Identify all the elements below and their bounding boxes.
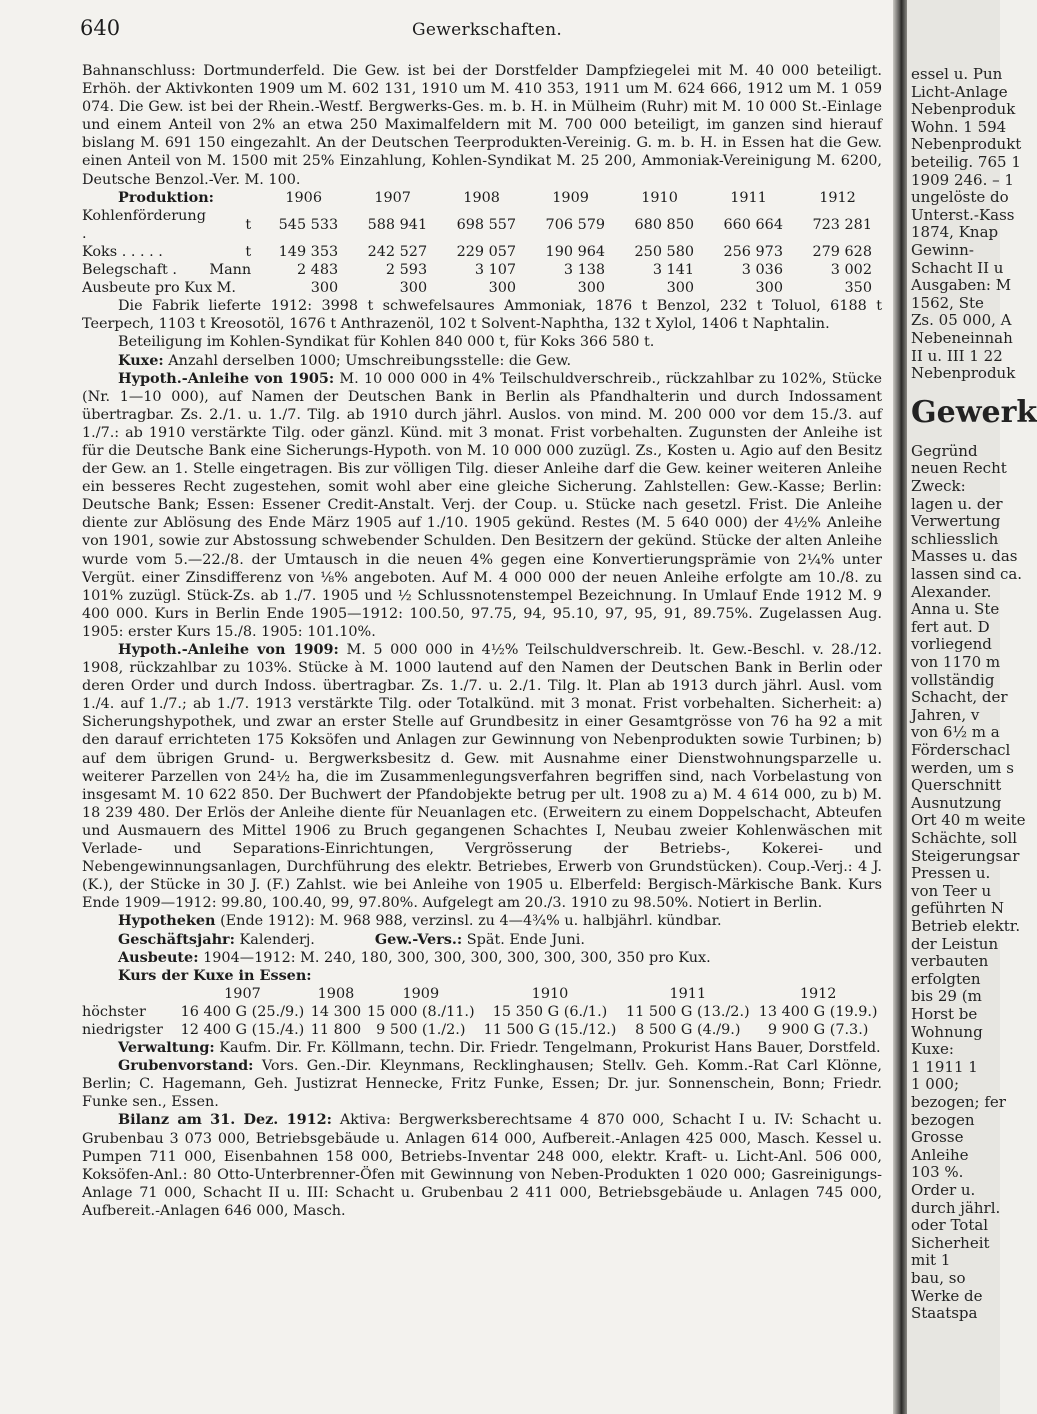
section-label: Hypotheken bbox=[118, 912, 216, 930]
adjacent-page-fragment: Förderschacl bbox=[911, 741, 1011, 759]
adjacent-page-fragment: lagen u. der bbox=[911, 494, 1003, 513]
table-row bbox=[82, 279, 882, 297]
adjacent-page-fragment: durch jährl. bbox=[911, 1198, 1001, 1217]
page-body bbox=[82, 62, 882, 1220]
adjacent-page-fragment: Werke de bbox=[911, 1286, 983, 1305]
fabrik-paragraph: Die Fabrik lieferte 1912: 3998 t schwefelsaures Ammoniak, 1876 t Benzol, 232 t Toluol, 6188 t Teerpech, 1103 t Kreosotöl, 1676 t Anthrazenöl, 102 t Solvent-Naphtha, 132 t Xylol, 1406 t Naphtalin. bbox=[82, 298, 882, 333]
adjacent-page-fragment: erfolgten bbox=[911, 969, 981, 988]
cell: 242 527 bbox=[367, 243, 428, 260]
section-text: Aktiva: Bergwerksberechtsame 4 870 000, Schacht I u. IV: Schacht u. Grubenbau 3 073 000, Betriebsgebäude u. Anlagen 614 000, Aufbereit.-Anlagen 425 000, Masch. Kessel u. Pumpen 711 000, Eisenbahnen 158 000, Betriebs-Inventar 248 000, elektr. Kraft- u. Licht-Anl. 506 000, Koksöfen-Anl.: 80 Otto-Unterbrenner-Öfen mit Gewinnung von Neben-Produkten 1 020 000; Gasreinigungs-Anlage 71 000, Schacht II u. III: Schacht u. Grubenbau 2 411 000, Betriebsgebäude u. Anlagen 745 000, Aufbereit.-Anlagen 646 000, Masch. bbox=[82, 1112, 882, 1219]
page-number: 640 bbox=[80, 16, 121, 40]
section-label: Kuxe: bbox=[118, 351, 164, 369]
adjacent-page-fragment: Staatspa bbox=[911, 1304, 978, 1323]
kurs-year: 1911 bbox=[669, 985, 707, 1002]
row-unit: t bbox=[245, 216, 252, 233]
adjacent-page-fragment: 103 %. bbox=[911, 1163, 964, 1182]
adjacent-page-fragment: Wohnung bbox=[911, 1022, 983, 1041]
anleihe-1905-paragraph bbox=[82, 370, 882, 641]
production-table bbox=[82, 189, 882, 298]
cell: 3 138 bbox=[563, 262, 606, 279]
cell: 3 002 bbox=[830, 262, 872, 279]
adjacent-page-fragment: schliesslich bbox=[911, 529, 999, 548]
adjacent-page-fragment: mit 1 bbox=[911, 1251, 951, 1270]
adjacent-page-fragment: Licht-Anlage bbox=[911, 82, 1008, 101]
cell: 300 bbox=[577, 280, 606, 297]
cell: 545 533 bbox=[278, 216, 339, 233]
section-text: (Ende 1912): M. 968 988, verzinsl. zu 4—4¾% u. halbjährl. kündbar. bbox=[220, 913, 722, 930]
adjacent-page-fragment: Schacht II u bbox=[911, 258, 1004, 277]
adjacent-page-fragment: Kuxe: bbox=[911, 1040, 954, 1059]
section-label: Ausbeute: bbox=[118, 948, 199, 966]
cell: 9 900 G (7.3.) bbox=[767, 1021, 869, 1038]
section-label: Verwaltung: bbox=[118, 1039, 215, 1057]
section-text: Kalenderj. bbox=[239, 931, 315, 948]
adjacent-page-fragment: Schächte, soll bbox=[911, 829, 1018, 847]
adjacent-page-fragment: Querschnitt bbox=[911, 776, 1002, 795]
adjacent-page-fragment: Gewerk bbox=[911, 394, 1037, 430]
cell: 350 bbox=[844, 280, 872, 297]
cell: 256 973 bbox=[723, 243, 783, 260]
adjacent-page-fragment: lassen sind ca. bbox=[911, 565, 1023, 583]
adjacent-page-fragment: II u. III 1 22 bbox=[911, 346, 1003, 365]
adjacent-page-fragment: bezogen bbox=[911, 1110, 975, 1129]
table-row bbox=[82, 1003, 882, 1021]
cell: 229 057 bbox=[456, 243, 517, 260]
adjacent-page-fragment: beteilig. 765 1 bbox=[911, 153, 1021, 171]
kurs-year: 1910 bbox=[531, 985, 569, 1002]
adjacent-page-fragment: neuen Recht bbox=[911, 459, 1007, 478]
adjacent-page-fragment: Pressen u. bbox=[911, 864, 991, 883]
section-label: Gew.-Vers.: bbox=[374, 930, 463, 948]
adjacent-page-fragment: Gegründ bbox=[911, 441, 978, 460]
beteiligung-paragraph: Beteiligung im Kohlen-Syndikat für Kohlen 840 000 t, für Koks 366 580 t. bbox=[118, 334, 655, 351]
adjacent-page-fragment: ungelöste do bbox=[911, 188, 1009, 207]
adjacent-page-fragment: 1874, Knap bbox=[911, 223, 999, 242]
row-label: höchster bbox=[82, 1003, 146, 1020]
adjacent-page-fragment: Schacht, der bbox=[911, 688, 1008, 707]
cell: 11 500 G (13./2.) bbox=[625, 1003, 750, 1020]
cell: 723 281 bbox=[812, 216, 872, 233]
book-gutter bbox=[893, 0, 907, 1414]
adjacent-page-fragment: Verwertung bbox=[911, 512, 1001, 531]
section-text: Spät. Ende Juni. bbox=[466, 931, 585, 948]
cell: 3 107 bbox=[474, 262, 517, 279]
row-label: niedrigster bbox=[82, 1021, 163, 1038]
table-row bbox=[82, 243, 882, 261]
adjacent-page-fragment: Unterst.-Kass bbox=[911, 205, 1015, 224]
section-text: Kaufm. Dir. Fr. Köllmann, techn. Dir. Friedr. Tengelmann, Prokurist Hans Bauer, Dorstfeld. bbox=[219, 1040, 881, 1057]
adjacent-page-fragment: Horst be bbox=[911, 1005, 978, 1023]
production-year: 1908 bbox=[463, 189, 500, 206]
adjacent-page-fragment: von 1170 m bbox=[911, 653, 1001, 671]
row-label: Koks . . . . . bbox=[82, 243, 163, 260]
kurs-header-row bbox=[82, 985, 882, 1003]
adjacent-page-fragment: 1562, Ste bbox=[911, 293, 984, 312]
cell: 16 400 G (25./9.) bbox=[180, 1003, 305, 1020]
adjacent-page-fragment: Ausgaben: M bbox=[911, 276, 1012, 295]
cell: 8 500 G (4./9.) bbox=[635, 1021, 741, 1038]
cell: 250 580 bbox=[634, 243, 695, 260]
table-row bbox=[82, 1021, 882, 1039]
section-label: Geschäftsjahr: bbox=[118, 930, 235, 948]
cell: 3 036 bbox=[741, 262, 783, 279]
adjacent-page-fragment: essel u. Pun bbox=[911, 65, 1003, 83]
table-row bbox=[82, 207, 882, 243]
cell: 190 964 bbox=[545, 243, 606, 260]
adjacent-page-fragment: Gewinn- bbox=[911, 241, 974, 259]
geschaeftsjahr-paragraph bbox=[82, 931, 882, 949]
adjacent-page-fragment: Wohn. 1 594 bbox=[911, 117, 1007, 136]
cell: 14 300 bbox=[310, 1003, 362, 1020]
cell: 680 850 bbox=[634, 216, 695, 233]
adjacent-page-fragment: vorliegend bbox=[911, 635, 992, 654]
table-row bbox=[82, 261, 882, 279]
section-label: Bilanz am 31. Dez. 1912: bbox=[118, 1111, 332, 1129]
cell: 660 664 bbox=[723, 216, 783, 233]
adjacent-page-fragment: Nebenproduk bbox=[911, 100, 1016, 119]
cell: 13 400 G (19.9.) bbox=[758, 1003, 878, 1020]
adjacent-page-fragment: Sicherheit bbox=[911, 1233, 990, 1252]
anleihe-1909-paragraph bbox=[82, 641, 882, 912]
kurs-caption: Kurs der Kuxe in Essen: bbox=[118, 966, 312, 984]
hypotheken-paragraph bbox=[82, 912, 882, 930]
bilanz-paragraph bbox=[82, 1111, 882, 1220]
production-year: 1911 bbox=[730, 189, 767, 206]
cell: 698 557 bbox=[456, 216, 517, 233]
cell: 300 bbox=[310, 280, 339, 297]
section-label: Hypoth.-Anleihe von 1905: bbox=[118, 369, 335, 387]
kurs-year: 1908 bbox=[317, 985, 355, 1002]
adjacent-page-fragment: von Teer u bbox=[911, 881, 992, 900]
adjacent-page-fragment: bau, so bbox=[911, 1269, 966, 1287]
cell: 3 141 bbox=[652, 262, 695, 279]
cell: 11 800 bbox=[310, 1021, 362, 1038]
production-header-row bbox=[82, 189, 882, 207]
adjacent-page-fragment: der Leistun bbox=[911, 934, 999, 953]
adjacent-page-fragment: geführten N bbox=[911, 899, 1004, 918]
adjacent-page-fragment: Order u. bbox=[911, 1181, 976, 1199]
adjacent-page-fragment: Betrieb elektr. bbox=[911, 917, 1021, 935]
adjacent-page-fragment: 1 000; bbox=[911, 1075, 959, 1094]
adjacent-page-fragment: Grosse bbox=[911, 1128, 964, 1147]
kuxe-paragraph bbox=[82, 352, 882, 370]
kurs-year: 1912 bbox=[799, 985, 837, 1002]
adjacent-page-fragment: Ausnutzung bbox=[911, 793, 1002, 812]
row-unit: t bbox=[245, 243, 252, 260]
section-text: 1904—1912: M. 240, 180, 300, 300, 300, 300, 300, 300, 350 pro Kux. bbox=[203, 949, 711, 966]
cell: 588 941 bbox=[367, 216, 428, 233]
running-title: Gewerkschaften. bbox=[412, 20, 563, 40]
section-label: Hypoth.-Anleihe von 1909: bbox=[118, 641, 339, 658]
adjacent-page-fragment: fert aut. D bbox=[911, 617, 990, 636]
row-label: Kohlenförderung . bbox=[82, 207, 206, 242]
cell: 15 350 G (6./1.) bbox=[492, 1003, 608, 1020]
kurs-year: 1907 bbox=[224, 985, 261, 1002]
adjacent-page-fragment: Alexander. bbox=[911, 582, 992, 601]
adjacent-page-fragment: verbauten bbox=[911, 952, 989, 971]
cell: 11 500 G (15./12.) bbox=[483, 1021, 617, 1038]
production-year: 1909 bbox=[552, 189, 589, 206]
cell: 15 000 (8./11.) bbox=[367, 1003, 475, 1020]
adjacent-page-fragment: Zs. 05 000, A bbox=[911, 311, 1012, 330]
adjacent-page-fragment: Masses u. das bbox=[911, 547, 1018, 566]
adjacent-page-fragment: Steigerungsar bbox=[911, 846, 1020, 865]
adjacent-page-fragment: Ort 40 m weite bbox=[911, 811, 1026, 830]
verwaltung-paragraph bbox=[82, 1039, 882, 1057]
adjacent-page-fragment: Nebeneinnah bbox=[911, 329, 1013, 347]
cell: 2 593 bbox=[385, 262, 428, 279]
production-year: 1912 bbox=[819, 189, 856, 206]
section-label: Grubenvorstand: bbox=[118, 1057, 254, 1075]
cell: 300 bbox=[488, 280, 517, 297]
adjacent-page-fragment: von 6½ m a bbox=[911, 723, 1000, 742]
section-text: M. 10 000 000 in 4% Teilschuldverschreib., rückzahlbar zu 102%, Stücke (Nr. 1—10 000), auf Namen der Deutschen Bank in Berlin als Pfandhalterin und durch Indossament übertragbar. Zs. 2./1. u. 1./7. Tilg. ab 1910 durch jährl. Auslos. von mind. M. 200 000 vor dem 15./3. auf 1./7.: ab 1910 verstärkte Tilg. oder gänzl. Künd. mit 3 monat. Frist vorbehalten. Zugunsten der Anleihe ist für die Deutsche Bank eine Sicherungs-Hypoth. von M. 10 000 000 zuzügl. Zs., Kosten u. Agio auf den Besitz der Gew. an 1. Stelle eingetragen. Bis zur völligen Tilg. dieser Anleihe darf die Gew. keiner weiteren Anleihe ein besseres Recht zugestehen, somit wohl aber eine gleiche Sicherung. Zahlstellen: Gew.-Kasse; Berlin: Deutsche Bank; Essen: Essener Credit-Anstalt. Verj. der Coup. u. Stücke nach gesetzl. Frist. Die Anleihe diente zur Ablösung des Ende März 1905 auf 1./10. 1905 gekünd. Restes (M. 5 640 000) der 4½% Anleihe von 1901, sowie zur Abstossung schwebender Schulden. Den Besitzern der gekünd. Stücke der alten Anleihe wurde vom 5.—22./8. der Umtausch in die neuen 4% gegen eine Konvertierungsprämie von 2¼% unter Vergüt. einer Zinsdifferenz von ⅛% angeboten. Auf M. 4 000 000 der neuen Anleihe erfolgte am 10./8. zu 101% zuzügl. Stück-Zs. ab 1./7. 1905 und ½ Schlussnotenstempel Bezeichnung. In Umlauf Ende 1912 M. 9 400 000. Kurs in Berlin Ende 1905—1912: 100.50, 97.75, 94, 95.10, 97, 95, 91, 89.75%. Zugelassen Aug. 1905: erster Kurs 15./8. 1905: 101.10%. bbox=[82, 370, 883, 640]
row-label: Belegschaft . bbox=[82, 262, 177, 279]
adjacent-page-fragment: Nebenproduk bbox=[911, 364, 1016, 383]
adjacent-page-fragment: Jahren, v bbox=[911, 705, 980, 724]
adjacent-page-fragment: 1909 246. – 1 bbox=[911, 170, 1014, 189]
cell: 149 353 bbox=[278, 243, 339, 260]
production-year: 1907 bbox=[374, 189, 411, 206]
production-caption: Produktion: bbox=[118, 188, 214, 206]
production-year: 1906 bbox=[285, 189, 322, 206]
row-label: Ausbeute pro Kux M. bbox=[82, 280, 236, 297]
section-text: Anzahl derselben 1000; Umschreibungsstelle: die Gew. bbox=[168, 352, 572, 369]
production-year: 1910 bbox=[641, 189, 678, 206]
adjacent-page-fragment: Anleihe bbox=[911, 1145, 969, 1164]
adjacent-page-fragment: vollständig bbox=[911, 670, 995, 689]
adjacent-page-fragment: Anna u. Ste bbox=[911, 600, 1000, 619]
row-unit: Mann bbox=[209, 262, 252, 279]
cell: 300 bbox=[755, 280, 783, 297]
adjacent-page-fragment: 1 1911 1 bbox=[911, 1057, 978, 1076]
adjacent-page-fragment: oder Total bbox=[911, 1216, 989, 1235]
cell: 300 bbox=[399, 280, 428, 297]
adjacent-page-fragment: werden, um s bbox=[911, 758, 1014, 777]
cell: 12 400 G (15./4.) bbox=[180, 1021, 305, 1038]
adjacent-page-fragment: bis 29 (m bbox=[911, 987, 982, 1006]
cell: 2 483 bbox=[296, 262, 339, 279]
adjacent-page-fragment: Zweck: bbox=[911, 477, 966, 495]
cell: 706 579 bbox=[545, 216, 606, 233]
ausbeute-paragraph bbox=[82, 949, 882, 967]
cell: 9 500 (1./2.) bbox=[376, 1021, 466, 1038]
grubenvorstand-paragraph bbox=[82, 1057, 882, 1111]
section-text: Vors. Gen.-Dir. Kleynmans, Recklinghausen; Stellv. Geh. Komm.-Rat Carl Klönne, Berlin; C. Hagemann, Geh. Justizrat Hennecke, Fritz Funke, Essen; Dr. jur. Sonnenschein, Bonn; Friedr. Funke sen., Essen. bbox=[82, 1058, 882, 1111]
adjacent-page-fragment: Nebenprodukt bbox=[911, 135, 1022, 154]
adjacent-page-strip bbox=[907, 0, 1037, 1414]
cell: 279 628 bbox=[812, 243, 872, 260]
adjacent-page-fragment: bezogen; fer bbox=[911, 1093, 1006, 1111]
section-text: M. 5 000 000 in 4½% Teilschuldverschreib. lt. Gew.-Beschl. v. 28./12. 1908, rückzahlbar zu 103%. Stücke à M. 1000 lautend auf den Namen der Deutschen Bank in Berlin oder deren Order und durch Indoss. übertragbar. Zs. 1./7. u. 2./1. Tilg. lt. Plan ab 1913 durch jährl. Ausl. vom 1./4. auf 1./7.; ab 1./7. 1913 verstärkte Tilg. oder Totalkünd. mit 3 monat. Frist vorbehalten. Sicherheit: a) Sicherungshypothek, und zwar an erster Stelle auf Grundbesitz in einer Gesamtgrösse von 76 ha 92 a mit den darauf errichteten 175 Koksöfen und Anlagen zur Gewinnung von Nebenprodukten sowie Turbinen; b) auf dem übrigen Grund- u. Bergwerksbesitz d. Gew. mit Ausnahme einer Dienstwohnungsparzelle u. weiterer Parzellen von 24½ ha, die im Zusammenlegungsverfahren begriffen sind, nach Vorbelastung von insgesamt M. 10 622 850. Der Buchwert der Pfandobjekte betrug per ult. 1908 zu a) M. 4 614 000, zu b) M. 18 239 480. Der Erlös der Anleihe diente für Neuanlagen etc. (Erweitern zu einem Doppelschacht, Abteufen und Ausmauern des Mittel 1906 zu Bruch gegangenen Schachtes I, Neubau zweier Kohlenwäschen mit Verlade- und Separations-Einrichtungen, Vergrösserung der Betriebs-, Kokerei- und Nebengewinnungsanlagen, Durchführung des elektr. Betriebes, Erwerb von Grundstücken). Coup.-Verj.: 4 J. (K.), der Stücke in 30 J. (F.) Zahlst. wie bei Anleihe von 1905 u. Elberfeld: Bergisch-Märkische Bank. Kurs Ende 1909—1912: 99.80, 100.40, 99, 97.80%. Aufgelegt am 20./3. 1910 zu 98.50%. Notiert in Berlin. bbox=[82, 642, 882, 912]
intro-paragraph: Bahnanschluss: Dortmunderfeld. Die Gew. ist bei der Dorstfelder Dampfziegelei mit M. 40 000 beteiligt. Erhöh. der Aktivkonten 1909 um M. 602 131, 1910 um M. 410 353, 1911 um M. 624 666, 1912 um M. 1 059 074. Die Gew. ist bei der Rhein.-Westf. Bergwerks-Ges. m. b. H. in Mülheim (Ruhr) mit M. 10 000 St.-Einlage und einem Anteil von 2% an etwa 250 Maximalfeldern mit M. 700 000 beteiligt, im ganzen sind hierauf bislang M. 691 150 eingezahlt. An der Deutschen Teerprodukten-Vereinig. G. m. b. H. in Essen hat die Gew. einen Anteil von M. 1500 mit 25% Einzahlung, Kohlen-Syndikat M. 25 200, Ammoniak-Vereinigung M. 6200, Deutsche Benzol.-Ver. M. 100. bbox=[82, 63, 882, 188]
kurs-year: 1909 bbox=[402, 985, 440, 1002]
kurs-table bbox=[82, 985, 882, 1039]
cell: 300 bbox=[666, 280, 695, 297]
